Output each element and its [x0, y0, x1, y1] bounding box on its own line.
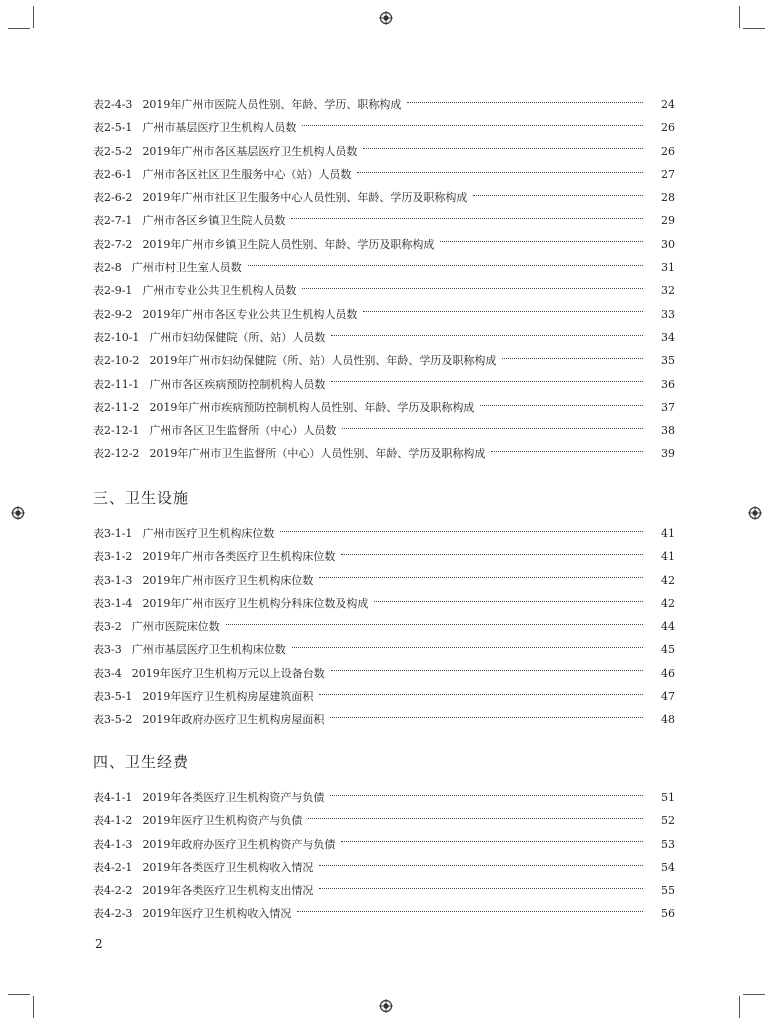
- toc-entry-title: 2019年政府办医疗卫生机构资产与负债: [142, 837, 336, 851]
- toc-entry-title: 广州市各区乡镇卫生院人员数: [142, 214, 286, 228]
- toc-entry-page: 33: [661, 307, 675, 321]
- toc-entry-code: 表2-5-2: [93, 144, 133, 158]
- toc-entry[interactable]: [93, 442, 675, 465]
- toc-entry[interactable]: [93, 93, 675, 116]
- toc-leader-dots: [319, 693, 643, 695]
- toc-entry-page: 42: [661, 596, 675, 610]
- toc-entry[interactable]: [93, 856, 675, 879]
- toc-entry-page: 53: [661, 837, 675, 851]
- toc-entry[interactable]: [93, 662, 675, 685]
- toc-entry-page: 34: [661, 330, 675, 344]
- toc-leader-dots: [491, 450, 643, 452]
- section-heading: 三、卫生设施: [93, 489, 190, 507]
- toc-leader-dots: [473, 194, 643, 196]
- toc-entry[interactable]: [93, 569, 675, 592]
- toc-leader-dots: [319, 576, 643, 578]
- toc-entry[interactable]: [93, 163, 675, 186]
- toc-entry-code: 表3-5-1: [93, 690, 133, 704]
- toc-entry[interactable]: [93, 396, 675, 419]
- toc-entry-page: 48: [661, 713, 675, 727]
- toc-entry-code: 表2-4-3: [93, 98, 133, 111]
- toc-entry-page: 27: [661, 167, 675, 181]
- toc-entry-page: 41: [661, 527, 675, 540]
- toc-entry-title: 2019年广州市各区专业公共卫生机构人员数: [142, 307, 358, 321]
- toc-leader-dots: [342, 427, 643, 429]
- toc-leader-dots: [480, 404, 643, 406]
- toc-entry[interactable]: [93, 522, 675, 545]
- toc-entry[interactable]: [93, 685, 675, 708]
- crop-mark: [739, 6, 740, 28]
- toc-entry-page: 37: [661, 400, 675, 414]
- toc-entry-code: 表2-8: [93, 261, 122, 275]
- toc-entry-page: 28: [661, 191, 675, 205]
- toc-entry-title: 广州市妇幼保健院（所、站）人员数: [149, 330, 326, 344]
- toc-entry-code: 表4-2-1: [93, 860, 133, 874]
- toc-entry[interactable]: [93, 545, 675, 568]
- toc-entry-code: 表2-10-2: [93, 354, 140, 368]
- toc-entry[interactable]: [93, 879, 675, 902]
- crop-mark: [743, 994, 765, 995]
- registration-mark-icon: [379, 11, 393, 25]
- toc-entry-title: 广州市各区社区卫生服务中心（站）人员数: [142, 167, 352, 181]
- toc-leader-dots: [363, 147, 643, 149]
- toc-leader-dots: [407, 101, 643, 103]
- toc-entry-code: 表2-9-2: [93, 307, 133, 321]
- toc-entry-code: 表4-1-3: [93, 837, 133, 851]
- toc-entry-page: 24: [661, 98, 675, 111]
- toc-entry-code: 表3-1-4: [93, 596, 133, 610]
- toc-leader-dots: [319, 864, 643, 866]
- toc-entry-page: 41: [661, 550, 675, 564]
- toc-entry-title: 2019年广州市各类医疗卫生机构床位数: [142, 550, 336, 564]
- toc-entry-title: 2019年广州市各区基层医疗卫生机构人员数: [142, 144, 358, 158]
- toc-entry[interactable]: [93, 615, 675, 638]
- toc-entry-title: 广州市医疗卫生机构床位数: [142, 527, 275, 540]
- toc-entry-code: 表3-5-2: [93, 713, 133, 727]
- toc-leader-dots: [341, 840, 643, 842]
- toc-leader-dots: [308, 817, 643, 819]
- toc-leader-dots: [331, 669, 643, 671]
- toc-entry-code: 表4-2-2: [93, 884, 133, 898]
- toc-entry-page: 26: [661, 144, 675, 158]
- toc-entry-code: 表3-2: [93, 620, 122, 634]
- toc-entry[interactable]: [93, 833, 675, 856]
- toc-leader-dots: [248, 264, 643, 266]
- toc-entry[interactable]: [93, 373, 675, 396]
- toc-entry-title: 2019年广州市医疗卫生机构分科床位数及构成: [142, 596, 369, 610]
- toc-entry-page: 52: [661, 814, 675, 828]
- crop-mark: [33, 6, 34, 28]
- toc-entry-code: 表3-1-2: [93, 550, 133, 564]
- toc-entry[interactable]: [93, 809, 675, 832]
- toc-entry-page: 45: [661, 643, 675, 657]
- toc-entry[interactable]: [93, 303, 675, 326]
- crop-mark: [739, 996, 740, 1018]
- toc-leader-dots: [302, 124, 643, 126]
- toc-entry-code: 表4-2-3: [93, 907, 133, 921]
- toc-entry-title: 广州市专业公共卫生机构人员数: [142, 284, 297, 298]
- toc-entry-code: 表4-1-2: [93, 814, 133, 828]
- toc-leader-dots: [341, 553, 643, 555]
- toc-entry-code: 表2-12-2: [93, 447, 140, 461]
- crop-mark: [743, 28, 765, 29]
- toc-entry-page: 31: [661, 261, 675, 275]
- toc-entry[interactable]: [93, 638, 675, 661]
- toc-entry-title: 广州市各区卫生监督所（中心）人员数: [149, 424, 337, 438]
- toc-leader-dots: [319, 887, 643, 889]
- toc-entry-page: 55: [661, 884, 675, 898]
- toc-entry-page: 32: [661, 284, 675, 298]
- registration-mark-icon: [748, 506, 762, 520]
- toc-entry-page: 26: [661, 121, 675, 135]
- toc-entry-page: 35: [661, 354, 675, 368]
- toc-entry-title: 2019年广州市疾病预防控制机构人员性别、年龄、学历及职称构成: [149, 400, 475, 414]
- toc-leader-dots: [357, 171, 643, 173]
- toc-leader-dots: [280, 530, 643, 532]
- toc-leader-dots: [226, 623, 643, 625]
- toc-entry-code: 表3-3: [93, 643, 122, 657]
- toc-list: [93, 93, 675, 466]
- toc-entry-page: 39: [661, 447, 675, 461]
- toc-entry[interactable]: [93, 279, 675, 302]
- crop-mark: [33, 996, 34, 1018]
- toc-entry[interactable]: [93, 708, 675, 731]
- toc-entry-title: 广州市各区疾病预防控制机构人员数: [149, 377, 326, 391]
- toc-entry-code: 表4-1-1: [93, 791, 133, 804]
- toc-entry[interactable]: [93, 592, 675, 615]
- toc-entry-page: 36: [661, 377, 675, 391]
- toc-entry-page: 54: [661, 860, 675, 874]
- toc-entry-title: 2019年医疗卫生机构资产与负债: [142, 814, 303, 828]
- toc-entry-title: 广州市基层医疗卫生机构床位数: [131, 643, 286, 657]
- toc-entry-page: 47: [661, 690, 675, 704]
- toc-leader-dots: [502, 357, 643, 359]
- toc-entry-title: 2019年广州市医院人员性别、年龄、学历、职称构成: [142, 98, 402, 111]
- toc-leader-dots: [440, 240, 643, 242]
- toc-entry-title: 2019年政府办医疗卫生机构房屋面积: [142, 713, 325, 727]
- toc-entry-code: 表2-11-1: [93, 377, 140, 391]
- toc-leader-dots: [331, 380, 643, 382]
- toc-entry-title: 2019年广州市乡镇卫生院人员性别、年龄、学历及职称构成: [142, 237, 435, 251]
- toc-entry-code: 表3-1-3: [93, 573, 133, 587]
- toc-entry-title: 2019年广州市社区卫生服务中心人员性别、年龄、学历及职称构成: [142, 191, 468, 205]
- toc-entry-code: 表2-9-1: [93, 284, 133, 298]
- toc-entry-title: 2019年广州市卫生监督所（中心）人员性别、年龄、学历及职称构成: [149, 447, 486, 461]
- toc-entry[interactable]: [93, 326, 675, 349]
- toc-leader-dots: [302, 287, 643, 289]
- toc-entry-code: 表2-10-1: [93, 330, 140, 344]
- registration-mark-icon: [11, 506, 25, 520]
- toc-leader-dots: [292, 646, 643, 648]
- toc-entry[interactable]: [93, 140, 675, 163]
- toc-entry-page: 42: [661, 573, 675, 587]
- toc-entry-page: 56: [661, 907, 675, 921]
- crop-mark: [8, 28, 30, 29]
- crop-mark: [8, 994, 30, 995]
- toc-entry-title: 2019年医疗卫生机构房屋建筑面积: [142, 690, 314, 704]
- toc-leader-dots: [330, 794, 643, 796]
- toc-entry-title: 广州市基层医疗卫生机构人员数: [142, 121, 297, 135]
- toc-entry-code: 表3-1-1: [93, 527, 133, 540]
- toc-entry-code: 表2-7-1: [93, 214, 133, 228]
- toc-entry[interactable]: [93, 419, 675, 442]
- toc-entry-title: 2019年广州市医疗卫生机构床位数: [142, 573, 314, 587]
- toc-entry-title: 2019年医疗卫生机构收入情况: [142, 907, 292, 921]
- toc-entry-code: 表2-7-2: [93, 237, 133, 251]
- toc-entry[interactable]: [93, 902, 675, 925]
- toc-entry-code: 表2-12-1: [93, 424, 140, 438]
- page-number: 2: [95, 937, 103, 951]
- toc-entry[interactable]: [93, 233, 675, 256]
- toc-entry[interactable]: [93, 349, 675, 372]
- toc-leader-dots: [363, 310, 643, 312]
- toc-entry-title: 2019年各类医疗卫生机构资产与负债: [142, 791, 325, 804]
- toc-entry-title: 2019年医疗卫生机构万元以上设备台数: [131, 666, 325, 680]
- registration-mark-icon: [379, 999, 393, 1013]
- toc-entry-page: 29: [661, 214, 675, 228]
- toc-entry-code: 表2-5-1: [93, 121, 133, 135]
- toc-entry-title: 广州市医院床位数: [131, 620, 220, 634]
- toc-entry-code: 表3-4: [93, 666, 122, 680]
- toc-entry[interactable]: [93, 116, 675, 139]
- toc-entry-title: 2019年各类医疗卫生机构支出情况: [142, 884, 314, 898]
- section-heading: 四、卫生经费: [93, 753, 190, 771]
- toc-entry-page: 44: [661, 620, 675, 634]
- toc-leader-dots: [374, 600, 643, 602]
- toc-entry-page: 38: [661, 424, 675, 438]
- toc-entry-title: 广州市村卫生室人员数: [131, 261, 242, 275]
- toc-list: [93, 522, 675, 732]
- toc-entry[interactable]: [93, 256, 675, 279]
- toc-entry-code: 表2-6-2: [93, 191, 133, 205]
- toc-entry[interactable]: [93, 186, 675, 209]
- toc-entry-code: 表2-11-2: [93, 400, 140, 414]
- toc-leader-dots: [330, 716, 643, 718]
- toc-entry-page: 51: [661, 791, 675, 804]
- toc-entry-title: 2019年广州市妇幼保健院（所、站）人员性别、年龄、学历及职称构成: [149, 354, 497, 368]
- toc-entry-page: 30: [661, 237, 675, 251]
- toc-entry-page: 46: [661, 666, 675, 680]
- toc-entry-title: 2019年各类医疗卫生机构收入情况: [142, 860, 314, 874]
- toc-list: [93, 786, 675, 926]
- toc-entry[interactable]: [93, 209, 675, 232]
- toc-entry-code: 表2-6-1: [93, 167, 133, 181]
- toc-entry[interactable]: [93, 786, 675, 809]
- toc-leader-dots: [297, 910, 643, 912]
- toc-leader-dots: [331, 334, 643, 336]
- toc-leader-dots: [291, 217, 643, 219]
